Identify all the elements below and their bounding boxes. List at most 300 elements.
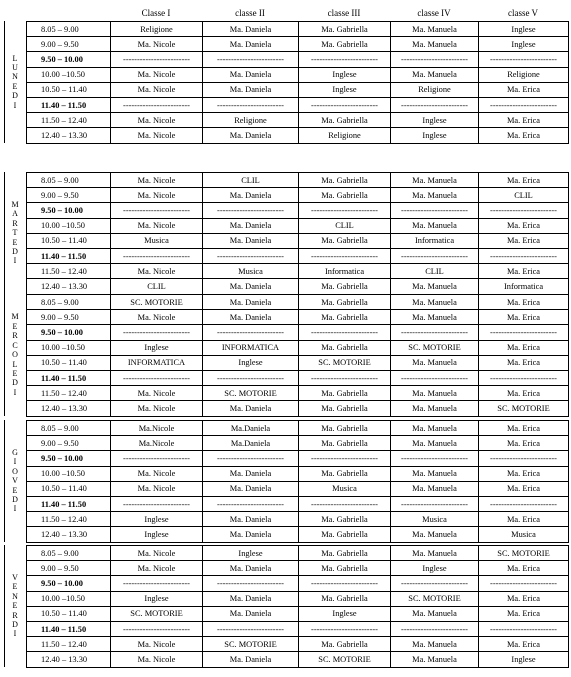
lesson-cell: Inglese bbox=[391, 128, 479, 143]
schedule-table bbox=[26, 545, 569, 668]
lesson-cell: Ma. Nicole bbox=[111, 37, 203, 52]
break-cell: ------------------------ bbox=[391, 203, 479, 218]
time-slot: 11.50 – 12.40 bbox=[27, 113, 111, 128]
lesson-cell: Ma. Erica bbox=[479, 606, 569, 621]
lesson-cell: Ma. Manuela bbox=[391, 527, 479, 542]
lesson-cell: SC. MOTORIE bbox=[203, 637, 299, 652]
break-cell: ------------------------ bbox=[111, 370, 203, 385]
break-cell: ------------------------ bbox=[203, 621, 299, 636]
table-row bbox=[27, 621, 569, 636]
lesson-cell: Ma.Daniela bbox=[203, 421, 299, 436]
break-cell: ------------------------ bbox=[299, 576, 391, 591]
break-cell: ------------------------ bbox=[111, 325, 203, 340]
time-slot: 10.00 –10.50 bbox=[27, 67, 111, 82]
lesson-cell: Ma. Daniela bbox=[203, 310, 299, 325]
table-row bbox=[27, 546, 569, 561]
time-slot: 11.50 – 12.40 bbox=[27, 386, 111, 401]
time-slot: 9.00 – 9.50 bbox=[27, 561, 111, 576]
table-row bbox=[27, 591, 569, 606]
lesson-cell: Ma. Manuela bbox=[391, 481, 479, 496]
break-cell: ------------------------ bbox=[299, 496, 391, 511]
table-row bbox=[27, 421, 569, 436]
lesson-cell: Ma. Gabriella bbox=[299, 173, 391, 188]
break-cell: ------------------------ bbox=[203, 496, 299, 511]
lesson-cell: Ma. Manuela bbox=[391, 421, 479, 436]
lesson-cell: Ma. Manuela bbox=[391, 295, 479, 310]
table-row bbox=[27, 218, 569, 233]
lesson-cell: Ma. Erica bbox=[479, 355, 569, 370]
table-row bbox=[27, 512, 569, 527]
day-label bbox=[4, 172, 25, 294]
break-cell: ------------------------ bbox=[391, 97, 479, 112]
break-cell: ------------------------ bbox=[299, 248, 391, 263]
lesson-cell: Ma. Gabriella bbox=[299, 466, 391, 481]
time-slot: 12.40 – 13.30 bbox=[27, 652, 111, 667]
break-cell: ------------------------ bbox=[299, 451, 391, 466]
break-cell: ------------------------ bbox=[299, 203, 391, 218]
lesson-cell: CLIL bbox=[111, 279, 203, 294]
table-row bbox=[27, 637, 569, 652]
lesson-cell: Inglese bbox=[479, 652, 569, 667]
time-slot: 11.40 – 11.50 bbox=[27, 621, 111, 636]
time-slot: 9.50 – 10.00 bbox=[27, 576, 111, 591]
table-row bbox=[27, 295, 569, 310]
lesson-cell: Ma. Gabriella bbox=[299, 436, 391, 451]
lesson-cell: Ma. Gabriella bbox=[299, 340, 391, 355]
day-label bbox=[4, 545, 25, 667]
table-row bbox=[27, 67, 569, 82]
lesson-cell: CLIL bbox=[299, 218, 391, 233]
break-cell: ------------------------ bbox=[299, 621, 391, 636]
lesson-cell: Ma. Erica bbox=[479, 128, 569, 143]
schedule-table bbox=[26, 420, 569, 543]
lesson-cell: Ma.Nicole bbox=[111, 421, 203, 436]
time-slot: 10.00 –10.50 bbox=[27, 466, 111, 481]
lesson-cell: Ma. Erica bbox=[479, 113, 569, 128]
lesson-cell: Inglese bbox=[111, 591, 203, 606]
header-classe-4: classe IV bbox=[417, 8, 451, 18]
time-slot: 10.50 – 11.40 bbox=[27, 82, 111, 97]
schedule-table bbox=[26, 294, 569, 417]
lesson-cell: Ma. Erica bbox=[479, 310, 569, 325]
time-slot: 11.50 – 12.40 bbox=[27, 512, 111, 527]
lesson-cell: Religione bbox=[479, 67, 569, 82]
lesson-cell: Ma. Nicole bbox=[111, 82, 203, 97]
lesson-cell: SC. MOTORIE bbox=[391, 340, 479, 355]
break-cell: ------------------------ bbox=[203, 52, 299, 67]
schedule-table bbox=[26, 172, 569, 295]
table-row bbox=[27, 370, 569, 385]
time-slot: 8.05 – 9.00 bbox=[27, 22, 111, 37]
lesson-cell: Religione bbox=[203, 113, 299, 128]
lesson-cell: Ma. Manuela bbox=[391, 218, 479, 233]
lesson-cell: Ma. Daniela bbox=[203, 37, 299, 52]
time-slot: 11.40 – 11.50 bbox=[27, 97, 111, 112]
lesson-cell: Informatica bbox=[299, 264, 391, 279]
day-block-venerdi bbox=[4, 545, 569, 667]
lesson-cell: Ma. Daniela bbox=[203, 561, 299, 576]
time-slot: 11.50 – 12.40 bbox=[27, 264, 111, 279]
lesson-cell: Ma. Erica bbox=[479, 466, 569, 481]
time-slot: 10.50 – 11.40 bbox=[27, 481, 111, 496]
lesson-cell: Inglese bbox=[299, 67, 391, 82]
lesson-cell: Ma. Erica bbox=[479, 421, 569, 436]
lesson-cell: Ma. Nicole bbox=[111, 637, 203, 652]
lesson-cell: Ma. Manuela bbox=[391, 173, 479, 188]
lesson-cell: Ma. Daniela bbox=[203, 218, 299, 233]
break-cell: ------------------------ bbox=[299, 370, 391, 385]
time-slot: 10.00 –10.50 bbox=[27, 340, 111, 355]
lesson-cell: Ma. Daniela bbox=[203, 22, 299, 37]
table-row bbox=[27, 606, 569, 621]
table-row bbox=[27, 97, 569, 112]
table-row bbox=[27, 481, 569, 496]
break-cell: ------------------------ bbox=[479, 248, 569, 263]
lesson-cell: Ma. Daniela bbox=[203, 82, 299, 97]
lesson-cell: Musica bbox=[479, 527, 569, 542]
lesson-cell: Ma. Nicole bbox=[111, 466, 203, 481]
lesson-cell: Inglese bbox=[111, 527, 203, 542]
table-row bbox=[27, 401, 569, 416]
day-name: MERCOLEDI bbox=[11, 312, 19, 397]
lesson-cell: Ma. Erica bbox=[479, 386, 569, 401]
lesson-cell: Informatica bbox=[479, 279, 569, 294]
time-slot: 10.50 – 11.40 bbox=[27, 606, 111, 621]
break-cell: ------------------------ bbox=[479, 52, 569, 67]
break-cell: ------------------------ bbox=[111, 248, 203, 263]
lesson-cell: Ma. Daniela bbox=[203, 279, 299, 294]
time-slot: 8.05 – 9.00 bbox=[27, 173, 111, 188]
lesson-cell: Informatica bbox=[391, 233, 479, 248]
lesson-cell: Ma. Manuela bbox=[391, 355, 479, 370]
table-row bbox=[27, 37, 569, 52]
table-row bbox=[27, 436, 569, 451]
lesson-cell: Religione bbox=[299, 128, 391, 143]
lesson-cell: Ma. Nicole bbox=[111, 113, 203, 128]
lesson-cell: SC. MOTORIE bbox=[391, 591, 479, 606]
lesson-cell: Ma.Daniela bbox=[203, 436, 299, 451]
time-slot: 12.40 – 13.30 bbox=[27, 279, 111, 294]
time-slot: 10.00 –10.50 bbox=[27, 218, 111, 233]
lesson-cell: Inglese bbox=[391, 561, 479, 576]
day-block-martedi bbox=[4, 172, 569, 294]
break-cell: ------------------------ bbox=[391, 325, 479, 340]
break-cell: ------------------------ bbox=[391, 576, 479, 591]
break-cell: ------------------------ bbox=[479, 203, 569, 218]
lesson-cell: Ma. Daniela bbox=[203, 527, 299, 542]
lesson-cell: Religione bbox=[111, 22, 203, 37]
lesson-cell: Ma. Nicole bbox=[111, 652, 203, 667]
table-row bbox=[27, 451, 569, 466]
time-slot: 10.00 –10.50 bbox=[27, 591, 111, 606]
lesson-cell: Ma. Gabriella bbox=[299, 527, 391, 542]
table-row bbox=[27, 82, 569, 97]
break-cell: ------------------------ bbox=[111, 203, 203, 218]
day-block-giovedi bbox=[4, 420, 569, 542]
lesson-cell: Ma. Erica bbox=[479, 436, 569, 451]
lesson-cell: Inglese bbox=[111, 340, 203, 355]
lesson-cell: Ma. Daniela bbox=[203, 188, 299, 203]
break-cell: ------------------------ bbox=[203, 370, 299, 385]
day-name: VENERDI bbox=[12, 572, 18, 639]
lesson-cell: Ma. Gabriella bbox=[299, 401, 391, 416]
table-row bbox=[27, 22, 569, 37]
table-row bbox=[27, 248, 569, 263]
lesson-cell: Ma. Gabriella bbox=[299, 591, 391, 606]
lesson-cell: Ma. Erica bbox=[479, 264, 569, 279]
time-slot: 9.00 – 9.50 bbox=[27, 436, 111, 451]
table-row bbox=[27, 325, 569, 340]
break-cell: ------------------------ bbox=[391, 248, 479, 263]
lesson-cell: Ma. Erica bbox=[479, 340, 569, 355]
time-slot: 9.50 – 10.00 bbox=[27, 203, 111, 218]
table-row bbox=[27, 173, 569, 188]
lesson-cell: Inglese bbox=[479, 22, 569, 37]
header-classe-1: Classe I bbox=[141, 8, 171, 18]
lesson-cell: Musica bbox=[299, 481, 391, 496]
lesson-cell: Ma. Gabriella bbox=[299, 512, 391, 527]
lesson-cell: Ma. Manuela bbox=[391, 22, 479, 37]
time-slot: 8.05 – 9.00 bbox=[27, 295, 111, 310]
break-cell: ------------------------ bbox=[391, 370, 479, 385]
lesson-cell: Ma. Manuela bbox=[391, 310, 479, 325]
table-row bbox=[27, 576, 569, 591]
break-cell: ------------------------ bbox=[111, 496, 203, 511]
break-cell: ------------------------ bbox=[203, 576, 299, 591]
lesson-cell: Ma. Gabriella bbox=[299, 22, 391, 37]
lesson-cell: Ma. Manuela bbox=[391, 436, 479, 451]
table-row bbox=[27, 466, 569, 481]
lesson-cell: Ma. Gabriella bbox=[299, 546, 391, 561]
lesson-cell: Ma. Erica bbox=[479, 82, 569, 97]
lesson-cell: Ma. Gabriella bbox=[299, 421, 391, 436]
lesson-cell: SC. MOTORIE bbox=[111, 295, 203, 310]
lesson-cell: Ma. Nicole bbox=[111, 401, 203, 416]
lesson-cell: Musica bbox=[203, 264, 299, 279]
lesson-cell: Inglese bbox=[203, 355, 299, 370]
time-slot: 9.50 – 10.00 bbox=[27, 451, 111, 466]
lesson-cell: Musica bbox=[111, 233, 203, 248]
lesson-cell: Ma. Nicole bbox=[111, 386, 203, 401]
lesson-cell: CLIL bbox=[203, 173, 299, 188]
lesson-cell: Ma. Gabriella bbox=[299, 386, 391, 401]
break-cell: ------------------------ bbox=[479, 576, 569, 591]
lesson-cell: INFORMATICA bbox=[111, 355, 203, 370]
lesson-cell: Ma. Nicole bbox=[111, 128, 203, 143]
lesson-cell: Inglese bbox=[479, 37, 569, 52]
lesson-cell: SC. MOTORIE bbox=[479, 401, 569, 416]
lesson-cell: Ma. Nicole bbox=[111, 310, 203, 325]
break-cell: ------------------------ bbox=[111, 451, 203, 466]
lesson-cell: Ma. Manuela bbox=[391, 37, 479, 52]
lesson-cell: Ma. Nicole bbox=[111, 561, 203, 576]
break-cell: ------------------------ bbox=[391, 52, 479, 67]
lesson-cell: Ma. Nicole bbox=[111, 173, 203, 188]
lesson-cell: Ma. Gabriella bbox=[299, 279, 391, 294]
break-cell: ------------------------ bbox=[203, 203, 299, 218]
time-slot: 12.40 – 13.30 bbox=[27, 401, 111, 416]
lesson-cell: CLIL bbox=[479, 188, 569, 203]
time-slot: 10.50 – 11.40 bbox=[27, 233, 111, 248]
lesson-cell: Ma. Nicole bbox=[111, 188, 203, 203]
lesson-cell: Ma. Erica bbox=[479, 218, 569, 233]
time-slot: 11.40 – 11.50 bbox=[27, 370, 111, 385]
lesson-cell: Ma. Erica bbox=[479, 295, 569, 310]
break-cell: ------------------------ bbox=[479, 621, 569, 636]
lesson-cell: Ma. Daniela bbox=[203, 67, 299, 82]
break-cell: ------------------------ bbox=[111, 97, 203, 112]
break-cell: ------------------------ bbox=[203, 451, 299, 466]
lesson-cell: Ma. Nicole bbox=[111, 67, 203, 82]
table-row bbox=[27, 52, 569, 67]
lesson-cell: Ma. Daniela bbox=[203, 512, 299, 527]
lesson-cell: Ma. Gabriella bbox=[299, 113, 391, 128]
lesson-cell: SC. MOTORIE bbox=[111, 606, 203, 621]
lesson-cell: Ma. Gabriella bbox=[299, 37, 391, 52]
break-cell: ------------------------ bbox=[479, 496, 569, 511]
lesson-cell: Ma. Erica bbox=[479, 173, 569, 188]
lesson-cell: Ma. Daniela bbox=[203, 295, 299, 310]
lesson-cell: Ma. Manuela bbox=[391, 67, 479, 82]
lesson-cell: Ma. Nicole bbox=[111, 481, 203, 496]
schedule-table bbox=[26, 21, 569, 144]
lesson-cell: Ma. Gabriella bbox=[299, 310, 391, 325]
table-row bbox=[27, 279, 569, 294]
lesson-cell: Ma.Nicole bbox=[111, 436, 203, 451]
lesson-cell: Ma. Nicole bbox=[111, 218, 203, 233]
day-label bbox=[4, 294, 25, 416]
lesson-cell: Ma. Manuela bbox=[391, 546, 479, 561]
lesson-cell: Musica bbox=[391, 512, 479, 527]
table-row bbox=[27, 355, 569, 370]
time-slot: 11.40 – 11.50 bbox=[27, 496, 111, 511]
break-cell: ------------------------ bbox=[111, 621, 203, 636]
lesson-cell: Ma. Daniela bbox=[203, 481, 299, 496]
break-cell: ------------------------ bbox=[479, 370, 569, 385]
table-row bbox=[27, 233, 569, 248]
break-cell: ------------------------ bbox=[111, 52, 203, 67]
break-cell: ------------------------ bbox=[479, 325, 569, 340]
lesson-cell: INFORMATICA bbox=[203, 340, 299, 355]
day-name: LUNEDI bbox=[12, 53, 18, 110]
lesson-cell: Inglese bbox=[111, 512, 203, 527]
table-row bbox=[27, 561, 569, 576]
day-label bbox=[4, 420, 25, 542]
break-cell: ------------------------ bbox=[391, 496, 479, 511]
header-classe-2: classe II bbox=[235, 8, 265, 18]
table-row bbox=[27, 113, 569, 128]
lesson-cell: SC. MOTORIE bbox=[203, 386, 299, 401]
time-slot: 9.00 – 9.50 bbox=[27, 188, 111, 203]
lesson-cell: Ma. Erica bbox=[479, 591, 569, 606]
break-cell: ------------------------ bbox=[479, 97, 569, 112]
day-block-mercoledi bbox=[4, 294, 569, 416]
header-classe-5: classe V bbox=[507, 8, 539, 18]
break-cell: ------------------------ bbox=[391, 621, 479, 636]
table-row bbox=[27, 128, 569, 143]
time-slot: 9.50 – 10.00 bbox=[27, 325, 111, 340]
lesson-cell: Ma. Daniela bbox=[203, 652, 299, 667]
lesson-cell: Ma. Gabriella bbox=[299, 637, 391, 652]
break-cell: ------------------------ bbox=[203, 97, 299, 112]
lesson-cell: Ma. Daniela bbox=[203, 128, 299, 143]
day-name: GIOVEDI bbox=[12, 447, 18, 514]
lesson-cell: Inglese bbox=[299, 606, 391, 621]
lesson-cell: Religione bbox=[391, 82, 479, 97]
break-cell: ------------------------ bbox=[299, 325, 391, 340]
lesson-cell: Ma. Nicole bbox=[111, 264, 203, 279]
lesson-cell: Ma. Gabriella bbox=[299, 295, 391, 310]
lesson-cell: Ma. Manuela bbox=[391, 279, 479, 294]
table-row bbox=[27, 264, 569, 279]
lesson-cell: SC. MOTORIE bbox=[299, 652, 391, 667]
time-slot: 9.00 – 9.50 bbox=[27, 37, 111, 52]
break-cell: ------------------------ bbox=[203, 248, 299, 263]
lesson-cell: Ma. Manuela bbox=[391, 466, 479, 481]
break-cell: ------------------------ bbox=[391, 451, 479, 466]
table-row bbox=[27, 310, 569, 325]
lesson-cell: Ma. Erica bbox=[479, 481, 569, 496]
table-row bbox=[27, 188, 569, 203]
lesson-cell: Ma. Gabriella bbox=[299, 188, 391, 203]
lesson-cell: Ma. Manuela bbox=[391, 386, 479, 401]
lesson-cell: Ma. Erica bbox=[479, 637, 569, 652]
table-row bbox=[27, 652, 569, 667]
time-slot: 11.40 – 11.50 bbox=[27, 248, 111, 263]
day-label bbox=[4, 21, 25, 143]
break-cell: ------------------------ bbox=[203, 325, 299, 340]
lesson-cell: Ma. Manuela bbox=[391, 188, 479, 203]
lesson-cell: Ma. Gabriella bbox=[299, 561, 391, 576]
time-slot: 10.50 – 11.40 bbox=[27, 355, 111, 370]
lesson-cell: Ma. Manuela bbox=[391, 637, 479, 652]
lesson-cell: CLIL bbox=[391, 264, 479, 279]
table-row bbox=[27, 386, 569, 401]
table-row bbox=[27, 203, 569, 218]
lesson-cell: Ma. Daniela bbox=[203, 401, 299, 416]
lesson-cell: Ma. Manuela bbox=[391, 606, 479, 621]
lesson-cell: SC. MOTORIE bbox=[479, 546, 569, 561]
day-block-lunedi bbox=[4, 21, 569, 143]
header-classe-3: classe III bbox=[327, 8, 361, 18]
lesson-cell: Ma. Nicole bbox=[111, 546, 203, 561]
time-slot: 9.00 – 9.50 bbox=[27, 310, 111, 325]
lesson-cell: Ma. Daniela bbox=[203, 233, 299, 248]
lesson-cell: Ma. Manuela bbox=[391, 401, 479, 416]
lesson-cell: Ma. Erica bbox=[479, 561, 569, 576]
lesson-cell: Ma. Erica bbox=[479, 233, 569, 248]
lesson-cell: Ma. Gabriella bbox=[299, 233, 391, 248]
class-header bbox=[0, 8, 571, 20]
time-slot: 12.40 – 13.30 bbox=[27, 527, 111, 542]
break-cell: ------------------------ bbox=[111, 576, 203, 591]
day-name: MARTEDI bbox=[11, 199, 19, 266]
time-slot: 8.05 – 9.00 bbox=[27, 546, 111, 561]
lesson-cell: Ma. Daniela bbox=[203, 606, 299, 621]
table-row bbox=[27, 496, 569, 511]
lesson-cell: Inglese bbox=[391, 113, 479, 128]
break-cell: ------------------------ bbox=[299, 52, 391, 67]
table-row bbox=[27, 527, 569, 542]
lesson-cell: Ma. Daniela bbox=[203, 591, 299, 606]
lesson-cell: SC. MOTORIE bbox=[299, 355, 391, 370]
break-cell: ------------------------ bbox=[299, 97, 391, 112]
time-slot: 8.05 – 9.00 bbox=[27, 421, 111, 436]
break-cell: ------------------------ bbox=[479, 451, 569, 466]
time-slot: 12.40 – 13.30 bbox=[27, 128, 111, 143]
lesson-cell: Inglese bbox=[299, 82, 391, 97]
lesson-cell: Ma. Daniela bbox=[203, 466, 299, 481]
